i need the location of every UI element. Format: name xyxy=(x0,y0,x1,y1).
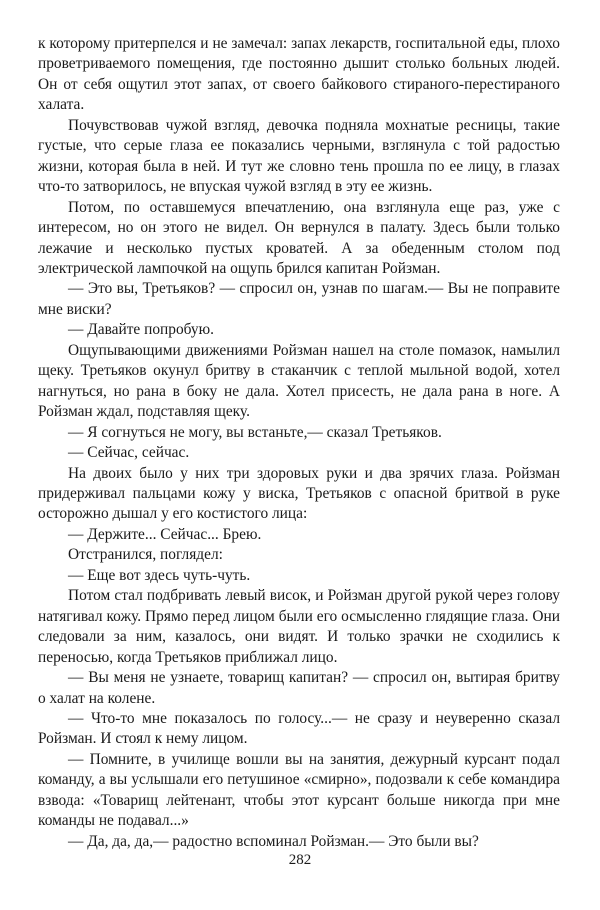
paragraph: — Я согнуться не могу, вы встаньте,— сказал Третьяков. xyxy=(68,423,442,441)
paragraph: — Что-то мне показалось по голосу...— не сразу и неуверенно сказал Ройзман. И стоял к нему лицом. xyxy=(38,709,560,748)
paragraph: На двоих было у них три здоровых руки и два зрячих глаза. Ройзман придерживал пальцами кожу у виска, Третьяков с опасной бритвой в руке осторожно дышал у его костистого лица: xyxy=(38,464,560,523)
paragraph: — Держите... Сейчас... Брею. xyxy=(68,525,262,543)
paragraph: Потом, по оставшемуся впечатлению, она взглянула еще раз, уже с интересом, но он этого не видел. Он вернулся в палату. Здесь были только лежачие и несколько пустых кроватей. А за обеденным столом под электрической лампочкой на ощупь брился капитан Ройзман. xyxy=(38,198,560,277)
paragraph: — Сейчас, сейчас. xyxy=(68,444,190,462)
paragraph: Почувствовав чужой взгляд, девочка подняла мохнатые ресницы, такие густые, что серые глаза ее показались черными, взглянула с той радостью жизни, которая была в ней. И тут же словно тень прошла по ее лицу, в глазах что-то затворилось, не впуская чужой взгляд в эту ее жизнь. xyxy=(38,116,560,196)
paragraph: Потом стал подбривать левый висок, и Ройзман другой рукой через голову натягивал кожу. Прямо перед лицом были его осмысленно глядящие глаза. Они следовали за ним, казалось, они видят. И только зрачки не сходились к переносью, когда Третьяков приближал лицо. xyxy=(38,587,560,666)
paragraph: Ощупывающими движениями Ройзман нашел на столе помазок, намылил щеку. Третьяков окунул бритву в стаканчик с теплой мыльной водой, хотел нагнуться, но рана в боку не дала. Хотел присесть, не дала рана в ноге. А Ройзман ждал, подставляя щеку. xyxy=(38,341,560,421)
paragraph: — Давайте попробую. xyxy=(68,321,214,339)
page-text xyxy=(38,34,560,852)
paragraph: — Да, да, да,— радостно вспоминал Ройзман.— Это были вы? xyxy=(68,832,479,850)
paragraph: — Помните, в училище вошли вы на занятия, дежурный курсант подал команду, а вы услышали его петушиное «смирно», подозвали к себе командира взвода: «Товарищ лейтенант, чтобы этот курсант больше никогда при мне команды не подавал...» xyxy=(38,750,560,830)
paragraph: — Еще вот здесь чуть-чуть. xyxy=(68,566,251,584)
page-number: 282 xyxy=(288,852,312,868)
paragraph: к которому притерпелся и не замечал: запах лекарств, госпитальной еды, плохо проветриваемого помещения, где постоянно дышит столько больных людей. Он от себя ощутил этот запах, от своего байкового стираного-перестираного халата. xyxy=(38,35,560,114)
paragraph: — Вы меня не узнаете, товарищ капитан? — спросил он, вытирая бритву о халат на колене. xyxy=(38,669,560,707)
paragraph: — Это вы, Третьяков? — спросил он, узнав по шагам.— Вы не поправите мне виски? xyxy=(38,280,560,318)
paragraph: Отстранился, поглядел: xyxy=(68,546,223,564)
